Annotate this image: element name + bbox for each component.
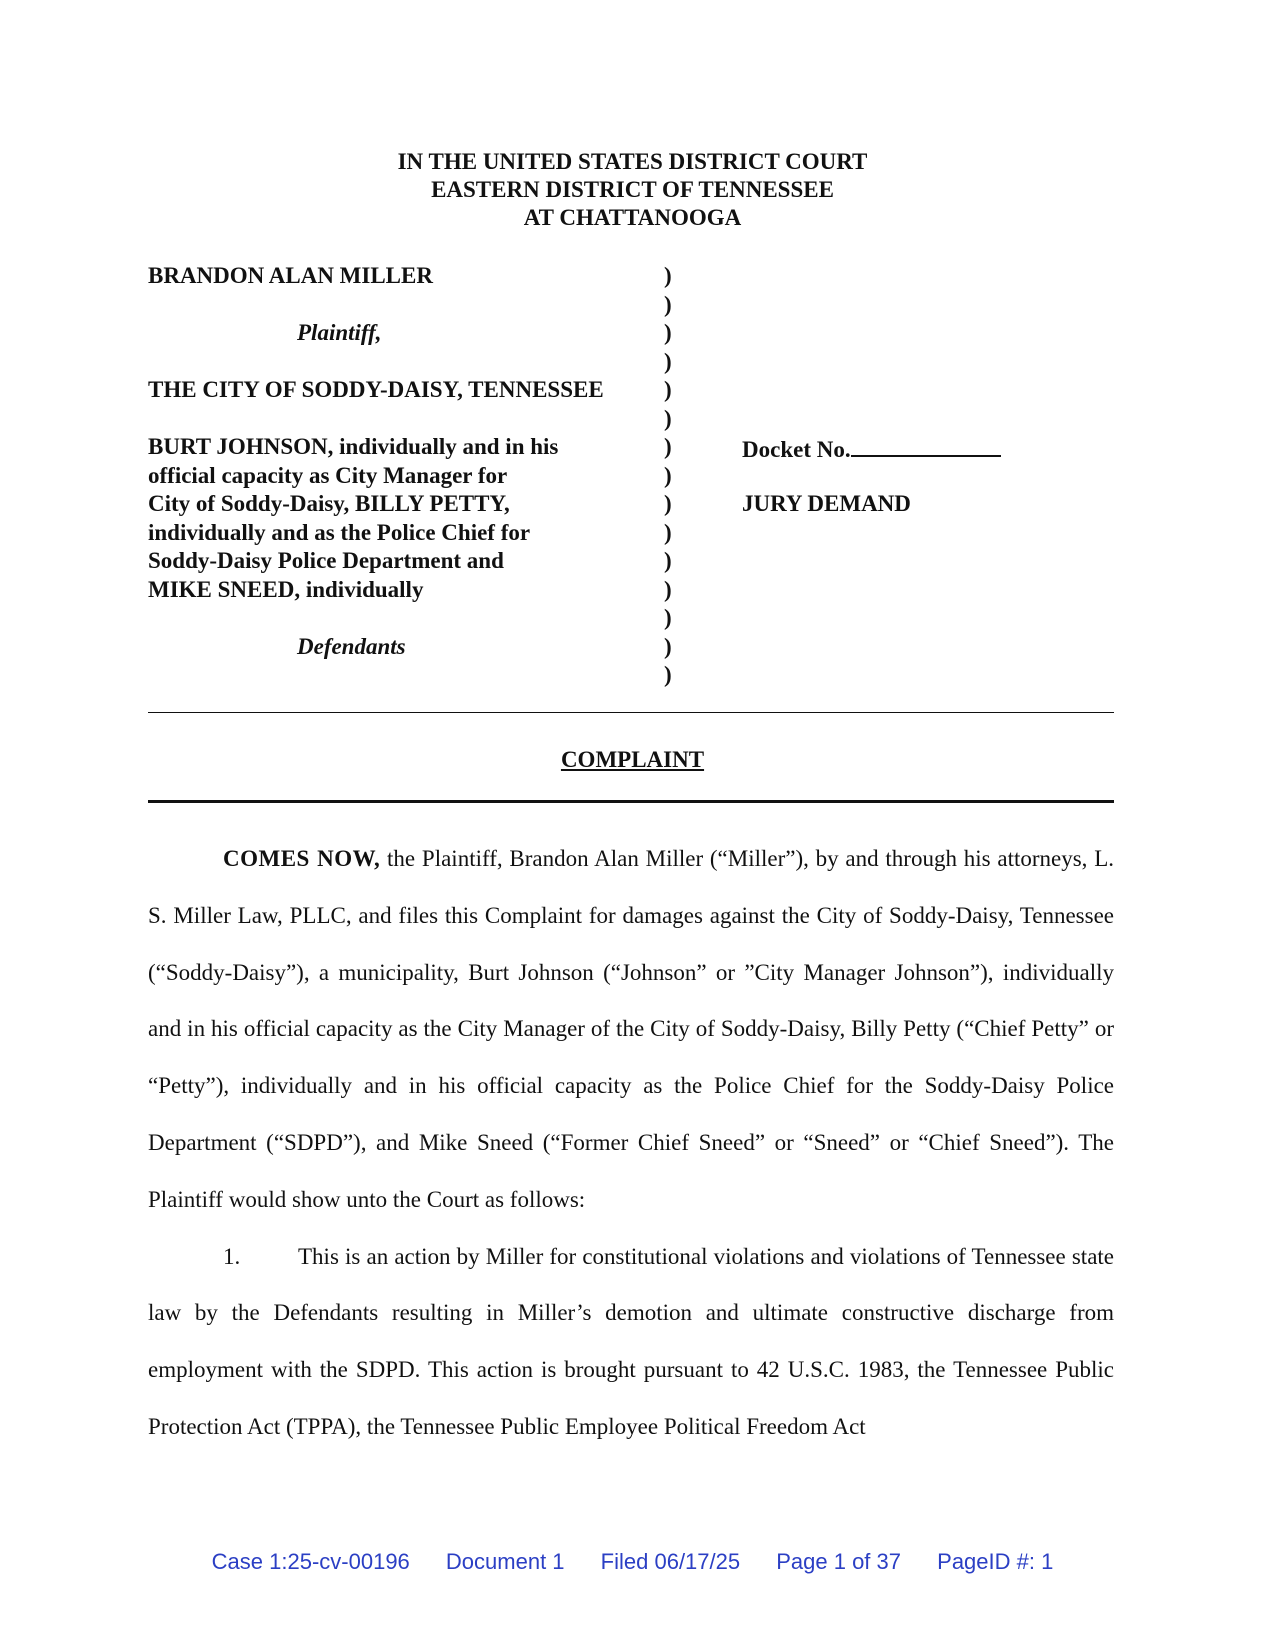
defendant-city: THE CITY OF SODDY-DAISY, TENNESSEE [148,377,604,402]
title-divider [148,800,1114,803]
caption-paren: ) [664,291,672,317]
plaintiff-role: Plaintiff, [297,320,382,345]
caption-divider [148,712,1114,713]
plaintiff-name: BRANDON ALAN MILLER [148,263,433,288]
footer-case-number: Case 1:25-cv-00196 [211,1549,410,1574]
caption-paren: ) [664,434,672,459]
defendant-line: Soddy-Daisy Police Department and [148,548,504,573]
court-district: EASTERN DISTRICT OF TENNESSEE [431,177,834,202]
caption-paren: ) [664,462,672,488]
defendant-line: City of Soddy-Daisy, BILLY PETTY, [148,491,510,516]
document-title: COMPLAINT [560,747,705,772]
caption-paren: ) [664,519,672,545]
caption-paren: ) [664,548,672,573]
defendant-line: official capacity as City Manager for [148,462,508,488]
intro-paragraph [148,831,1114,1229]
defendant-line: individually and as the Police Chief for [148,519,531,545]
footer-filed-date: Filed 06/17/25 [600,1549,741,1574]
court-name: IN THE UNITED STATES DISTRICT COURT [397,149,868,174]
defendant-line: BURT JOHNSON, individually and in his [148,434,559,459]
numbered-paragraph [148,1229,1114,1456]
complaint-body [148,831,1114,1456]
case-caption-parties [148,262,658,661]
caption-paren: ) [664,662,672,687]
defendant-role: Defendants [297,633,406,659]
footer-page: Page 1 of 37 [776,1549,902,1574]
intro-lead: COMES NOW, [223,846,381,871]
caption-paren: ) [664,405,672,431]
docket-number [742,433,1001,464]
caption-paren: ) [664,605,672,630]
ecf-footer [0,1549,1265,1575]
footer-document: Document 1 [445,1549,565,1574]
caption-paren: ) [664,576,672,602]
caption-paren: ) [664,377,672,402]
footer-pageid: PageID #: 1 [937,1549,1054,1574]
docket-label: Docket No. [742,437,851,462]
caption-paren: ) [664,633,672,659]
caption-paren: ) [664,491,672,516]
caption-paren: ) [664,348,672,374]
caption-paren: ) [664,263,672,288]
paragraph-text: This is an action by Miller for constitutional violations and violations of Tennessee state law by the Defendants resulting in Miller’s demotion and ultimate constructive discharge from employment with the SDPD. This action is brought pursuant to 42 U.S.C. 1983, the Tennessee Public Protection Act (TPPA), the Tennessee Public Employee Political Freedom Act [148,1243,1114,1439]
intro-text: the Plaintiff, Brandon Alan Miller (“Miller”), by and through his attorneys, L. S. Miller Law, PLLC, and files this Complaint for damages against the City of Soddy-Daisy, Tennessee (“Soddy-Daisy”), a municipality, Burt Johnson (“Johnson” or ”City Manager Johnson”), individually and in his official capacity as the City Manager of the City of Soddy-Daisy, Billy Petty (“Chief Petty” or “Petty”), individually and in his official capacity as the Police Chief for the Soddy-Daisy Police Department (“SDPD”), and Mike Sneed (“Former Chief Sneed” or “Sneed” or “Chief Sneed”). The Plaintiff would show unto the Court as follows: [148,846,1114,1212]
docket-blank-line [851,433,1001,457]
court-header [0,148,1265,232]
defendant-line: MIKE SNEED, individually [148,576,424,602]
court-location: AT CHATTANOOGA [523,205,742,230]
caption-paren: ) [664,320,672,345]
caption-parentheses-column [664,262,672,690]
jury-demand: JURY DEMAND [742,491,911,516]
paragraph-number: 1. [223,1243,241,1269]
